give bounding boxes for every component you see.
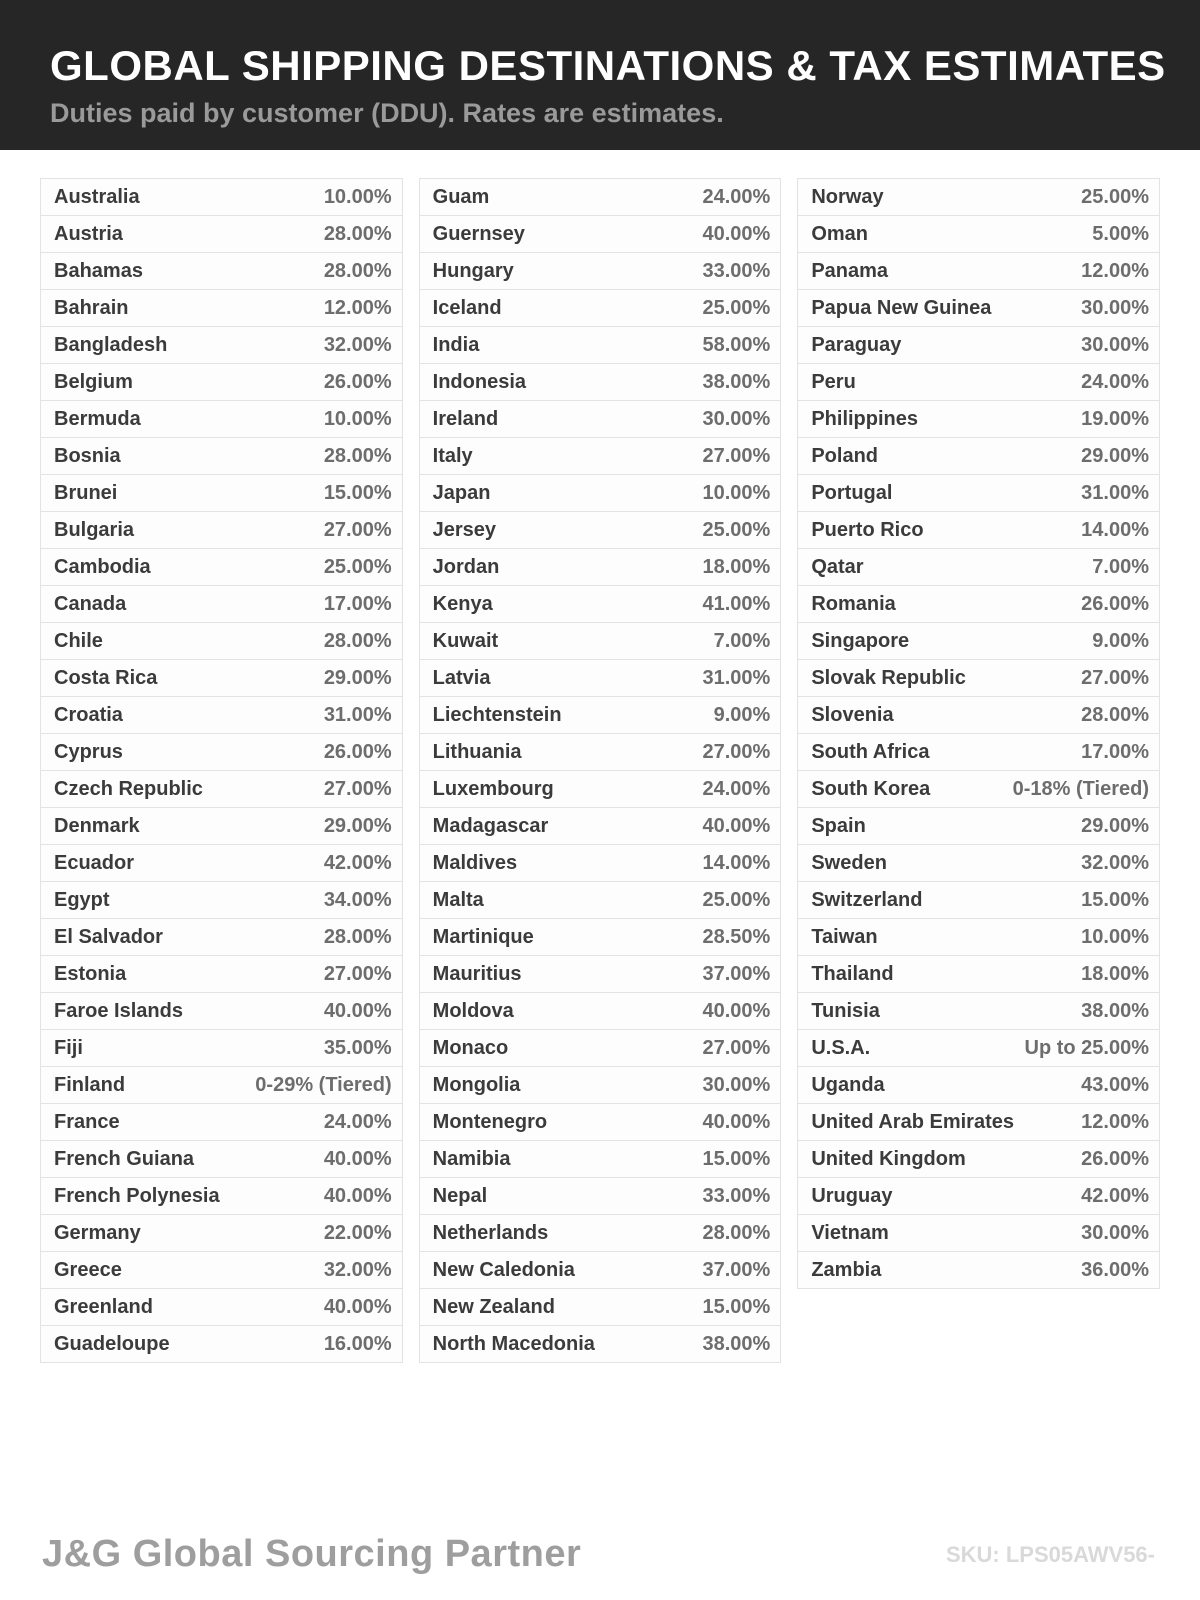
table-row [797,1251,1160,1289]
tax-rate: 28.00% [323,925,392,948]
table-row [40,955,403,993]
country-name: Namibia [432,1147,511,1170]
country-name: Belgium [54,370,133,393]
table-row [797,474,1160,512]
table-row [419,215,782,253]
country-name: Qatar [811,555,864,578]
tax-rate: 14.00% [1081,518,1149,541]
tax-rate: 42.00% [323,851,392,874]
tax-rate: 29.00% [323,666,392,689]
tax-rate: 16.00% [323,1332,392,1355]
table-row [40,881,403,919]
tax-rate: 15.00% [702,1147,771,1170]
tax-rate: 41.00% [702,592,771,615]
table-row [40,1029,403,1067]
table-row [797,881,1160,919]
table-row [40,992,403,1030]
country-name: Vietnam [811,1221,889,1244]
table-row [40,548,403,586]
country-name: Panama [811,259,889,282]
country-name: New Caledonia [432,1258,575,1281]
tax-rate: 28.50% [702,925,771,948]
table-row [797,400,1160,438]
tax-rate: 0-18% (Tiered) [1012,777,1149,800]
table-row [419,696,782,734]
country-name: Zambia [811,1258,882,1281]
country-name: Thailand [811,962,894,985]
country-name: South Korea [811,777,931,800]
country-name: Philippines [811,407,919,430]
country-name: Montenegro [432,1110,548,1133]
table-row [419,1325,782,1363]
table-row [797,1029,1160,1067]
country-name: Portugal [811,481,893,504]
tax-rate: 37.00% [702,1258,771,1281]
table-row [419,1066,782,1104]
tax-rate: 38.00% [702,1332,771,1355]
country-name: Greece [54,1258,122,1281]
tax-rate: 30.00% [702,407,771,430]
country-name: Croatia [54,703,123,726]
country-name: Finland [54,1073,126,1096]
country-name: Taiwan [811,925,878,948]
country-name: Ireland [432,407,499,430]
table-row [797,1140,1160,1178]
tax-rate: 24.00% [702,185,771,208]
table-row [40,437,403,475]
table-row [419,1251,782,1289]
tax-rate: 27.00% [702,740,771,763]
tax-rate: 18.00% [702,555,771,578]
table-row [419,400,782,438]
tax-rate: 25.00% [1081,185,1149,208]
country-name: Tunisia [811,999,880,1022]
country-name: Kuwait [432,629,499,652]
country-name: Oman [811,222,869,245]
country-name: Bahamas [54,259,143,282]
table-row [797,659,1160,697]
tax-rate: 14.00% [702,851,771,874]
table-row [40,1177,403,1215]
table-row [797,918,1160,956]
tax-rate: 35.00% [323,1036,392,1059]
country-name: Bermuda [54,407,141,430]
country-name: Poland [811,444,878,467]
country-name: Romania [811,592,896,615]
tax-rate: 10.00% [323,407,392,430]
table-row [419,1029,782,1067]
tax-rate: 10.00% [323,185,392,208]
country-name: Iceland [432,296,502,319]
country-name: United Kingdom [811,1147,966,1170]
tax-rate: Up to 25.00% [1024,1036,1149,1059]
tax-rate: 24.00% [323,1110,392,1133]
table-row [419,289,782,327]
tax-rate: 40.00% [323,999,392,1022]
table-row [797,770,1160,808]
tax-rate: 9.00% [713,703,771,726]
country-name: Sweden [811,851,887,874]
tax-rate: 19.00% [1081,407,1149,430]
header-banner [0,0,1200,150]
tax-rate: 38.00% [702,370,771,393]
country-name: Ecuador [54,851,135,874]
country-name: Costa Rica [54,666,158,689]
tax-rate: 15.00% [323,481,392,504]
tax-rate: 24.00% [1081,370,1149,393]
table-row [40,807,403,845]
tax-rate: 25.00% [702,296,771,319]
table-row [419,1177,782,1215]
table-row [797,955,1160,993]
table-row [419,659,782,697]
table-row [40,1325,403,1363]
table-row [797,807,1160,845]
table-row [419,918,782,956]
table-row [419,622,782,660]
table-row [419,326,782,364]
table-row [419,1214,782,1252]
table-row [419,178,782,216]
table-row [419,437,782,475]
table-row [797,733,1160,771]
table-row [797,1103,1160,1141]
tax-rate: 25.00% [323,555,392,578]
country-name: Guadeloupe [54,1332,170,1355]
tax-rate: 28.00% [323,444,392,467]
country-name: North Macedonia [432,1332,595,1355]
tax-rate: 12.00% [1081,1110,1149,1133]
tax-rate: 33.00% [702,259,771,282]
table-row [419,844,782,882]
country-name: Mongolia [432,1073,521,1096]
table-column-3 [797,178,1160,1289]
tax-rate: 12.00% [323,296,392,319]
country-name: Papua New Guinea [811,296,992,319]
table-row [419,252,782,290]
country-name: Netherlands [432,1221,549,1244]
tax-rate: 25.00% [702,518,771,541]
tax-rate: 7.00% [713,629,771,652]
country-name: Bahrain [54,296,129,319]
country-name: Liechtenstein [432,703,562,726]
tax-rate: 34.00% [323,888,392,911]
table-row [419,585,782,623]
table-row [419,511,782,549]
tax-rate: 28.00% [702,1221,771,1244]
tax-rate: 0-29% (Tiered) [255,1073,392,1096]
country-name: Martinique [432,925,534,948]
table-row [797,1177,1160,1215]
country-name: Singapore [811,629,910,652]
country-name: U.S.A. [811,1036,871,1059]
tax-rate: 40.00% [323,1147,392,1170]
table-row [797,363,1160,401]
table-row [40,252,403,290]
tax-rate: 9.00% [1092,629,1149,652]
tax-rate: 27.00% [1081,666,1149,689]
tax-rate: 27.00% [323,777,392,800]
country-name: Lithuania [432,740,522,763]
table-row [797,326,1160,364]
table-row [40,1066,403,1104]
country-name: Spain [811,814,866,837]
country-name: Norway [811,185,884,208]
country-name: Uganda [811,1073,885,1096]
country-name: Latvia [432,666,491,689]
tax-rate: 30.00% [1081,296,1149,319]
tax-rate: 10.00% [1081,925,1149,948]
table-row [40,696,403,734]
tax-rate: 38.00% [1081,999,1149,1022]
footer [0,1533,1200,1600]
table-row [40,733,403,771]
table-row [797,585,1160,623]
table-row [419,807,782,845]
country-name: Fiji [54,1036,83,1059]
country-name: Germany [54,1221,141,1244]
page-subtitle: Duties paid by customer (DDU). Rates are estimates. [50,97,724,128]
tax-rate: 27.00% [702,1036,771,1059]
tax-rate: 40.00% [702,1110,771,1133]
table-row [797,1214,1160,1252]
tax-rate: 26.00% [1081,1147,1149,1170]
tax-rate: 29.00% [323,814,392,837]
tax-rate: 40.00% [323,1184,392,1207]
table-row [40,1288,403,1326]
tax-rate: 43.00% [1081,1073,1149,1096]
tax-rate: 5.00% [1092,222,1149,245]
country-name: Bangladesh [54,333,168,356]
country-name: Slovenia [811,703,894,726]
country-name: Switzerland [811,888,923,911]
tax-rate: 17.00% [1081,740,1149,763]
tax-rate: 40.00% [702,999,771,1022]
table-column-2 [419,178,782,1363]
table-row [40,363,403,401]
table-row [40,474,403,512]
table-row [419,1288,782,1326]
table-row [419,548,782,586]
tax-rate: 27.00% [323,518,392,541]
sku-text: SKU: LPS05AWV56- [945,1542,1155,1567]
country-name: Bulgaria [54,518,135,541]
table-row [797,215,1160,253]
tax-rate: 22.00% [323,1221,392,1244]
table-row [419,733,782,771]
country-name: New Zealand [432,1295,555,1318]
table-row [40,1214,403,1252]
country-name: Mauritius [432,962,522,985]
table-row [797,437,1160,475]
country-name: Japan [432,481,491,504]
tax-rate: 31.00% [702,666,771,689]
country-name: El Salvador [54,925,163,948]
country-name: Puerto Rico [811,518,924,541]
table-row [797,289,1160,327]
country-name: French Guiana [54,1147,195,1170]
table-row [40,659,403,697]
country-name: Nepal [432,1184,488,1207]
country-name: Luxembourg [432,777,554,800]
tax-rate: 15.00% [1081,888,1149,911]
table-row [797,622,1160,660]
country-name: Jersey [432,518,497,541]
table-row [797,992,1160,1030]
table-row [797,252,1160,290]
tax-rate: 10.00% [702,481,771,504]
table-row [40,585,403,623]
country-name: Denmark [54,814,140,837]
tax-rate: 42.00% [1081,1184,1149,1207]
tax-rate: 32.00% [1081,851,1149,874]
country-name: Paraguay [811,333,902,356]
tax-rate: 28.00% [1081,703,1149,726]
tax-rate: 27.00% [323,962,392,985]
country-name: Czech Republic [54,777,203,800]
country-name: South Africa [811,740,930,763]
country-name: Greenland [54,1295,153,1318]
tax-rate: 40.00% [702,222,771,245]
table-row [40,770,403,808]
tax-rate: 58.00% [702,333,771,356]
table-row [419,1140,782,1178]
table-row [40,918,403,956]
country-name: Canada [54,592,127,615]
country-name: Uruguay [811,1184,893,1207]
tax-rate: 29.00% [1081,444,1149,467]
tax-rate: 27.00% [702,444,771,467]
country-name: Guam [432,185,490,208]
tax-rate: 25.00% [702,888,771,911]
table-row [419,363,782,401]
tax-rate: 30.00% [1081,1221,1149,1244]
table-row [797,1066,1160,1104]
tax-rate: 24.00% [702,777,771,800]
country-name: Slovak Republic [811,666,966,689]
country-name: Cambodia [54,555,151,578]
table-row [40,1140,403,1178]
country-name: Egypt [54,888,110,911]
table-row [40,1251,403,1289]
country-name: Italy [432,444,473,467]
tax-rate: 40.00% [323,1295,392,1318]
country-name: Cyprus [54,740,123,763]
table-row [40,622,403,660]
table-row [40,215,403,253]
tax-rate: 28.00% [323,629,392,652]
table-row [419,770,782,808]
table-row [797,548,1160,586]
table-row [797,696,1160,734]
tax-rate: 32.00% [323,333,392,356]
table-row [40,178,403,216]
tax-rate: 12.00% [1081,259,1149,282]
country-name: Malta [432,888,484,911]
tax-rate: 31.00% [323,703,392,726]
tax-rate: 28.00% [323,222,392,245]
tax-rate: 33.00% [702,1184,771,1207]
page-title: GLOBAL SHIPPING DESTINATIONS & TAX ESTIMATES [50,42,1166,89]
country-name: Australia [54,185,140,208]
table-row [40,844,403,882]
tax-rate: 26.00% [323,740,392,763]
tax-rate: 28.00% [323,259,392,282]
country-name: Hungary [432,259,514,282]
country-name: Indonesia [432,370,527,393]
tax-rate: 29.00% [1081,814,1149,837]
table-row [797,178,1160,216]
country-name: Kenya [432,592,493,615]
country-name: Chile [54,629,103,652]
table-row [797,511,1160,549]
table-row [419,474,782,512]
country-name: Brunei [54,481,118,504]
country-name: Madagascar [432,814,549,837]
tax-rate: 7.00% [1092,555,1149,578]
tax-rate-table [0,150,1200,1363]
country-name: French Polynesia [54,1184,220,1207]
tax-rate: 26.00% [323,370,392,393]
table-row [419,992,782,1030]
table-row [419,955,782,993]
brand-text: J&G Global Sourcing Partner [42,1533,582,1575]
country-name: Jordan [432,555,500,578]
tax-rate: 36.00% [1081,1258,1149,1281]
table-row [40,289,403,327]
country-name: France [54,1110,120,1133]
table-row [419,1103,782,1141]
tax-rate: 40.00% [702,814,771,837]
country-name: Guernsey [432,222,525,245]
country-name: Estonia [54,962,127,985]
table-column-1 [40,178,403,1363]
tax-rate: 26.00% [1081,592,1149,615]
table-row [40,511,403,549]
country-name: India [432,333,480,356]
table-row [797,844,1160,882]
tax-rate: 31.00% [1081,481,1149,504]
country-name: Moldova [432,999,514,1022]
country-name: Austria [54,222,123,245]
tax-rate: 17.00% [323,592,392,615]
tax-rate: 15.00% [702,1295,771,1318]
table-row [419,881,782,919]
tax-rate: 37.00% [702,962,771,985]
table-row [40,400,403,438]
tax-rate: 32.00% [323,1258,392,1281]
tax-rate: 30.00% [1081,333,1149,356]
table-row [40,326,403,364]
table-row [40,1103,403,1141]
country-name: Bosnia [54,444,121,467]
tax-rate: 30.00% [702,1073,771,1096]
country-name: Peru [811,370,856,393]
tax-rate: 18.00% [1081,962,1149,985]
country-name: United Arab Emirates [811,1110,1014,1133]
country-name: Maldives [432,851,518,874]
country-name: Faroe Islands [54,999,183,1022]
country-name: Monaco [432,1036,509,1059]
